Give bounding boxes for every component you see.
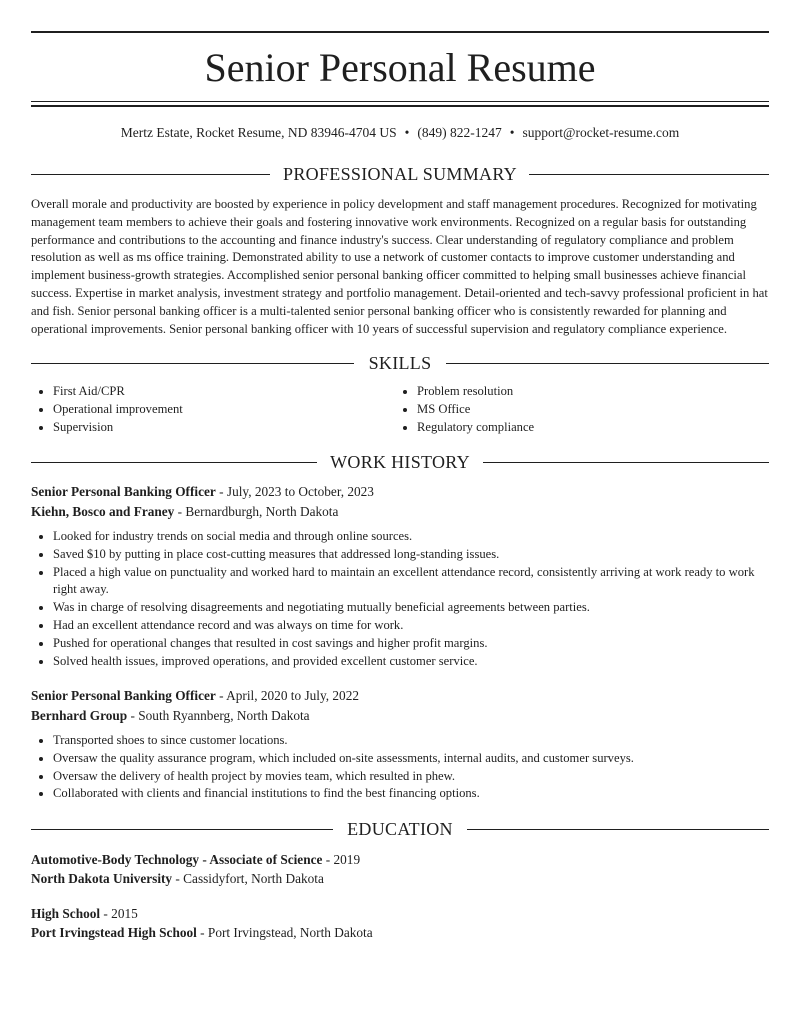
job-location: - Bernardburgh, North Dakota: [174, 504, 339, 519]
job-bullet: • Transported shoes to since customer locations.: [53, 732, 769, 750]
job-title-line: [31, 482, 769, 502]
skill-item: • Operational improvement: [53, 401, 183, 419]
work-section-heading: [31, 450, 769, 474]
education-entry: [31, 850, 769, 888]
heading-rule-right: [467, 829, 769, 830]
contact-phone: (849) 822-1247: [417, 125, 502, 140]
summary-section-heading: [31, 162, 769, 186]
skill-item: • Regulatory compliance: [417, 419, 534, 437]
job-company: Bernhard Group: [31, 708, 128, 723]
job-company-line: [31, 706, 769, 726]
contact-separator: •: [404, 125, 410, 140]
edu-location: - Port Irvingstead, North Dakota: [196, 925, 373, 940]
edu-school-line: [31, 869, 769, 888]
edu-degree: High School: [31, 906, 101, 921]
edu-school: North Dakota University: [31, 871, 173, 886]
edu-degree-line: [31, 904, 769, 923]
job-bullet: • Was in charge of resolving disagreements and negotiating mutually beneficial agreements between parties.: [53, 599, 769, 617]
resume-title: Senior Personal Resume: [204, 45, 596, 90]
job-bullet: • Had an excellent attendance record and was always on time for work.: [53, 617, 769, 635]
heading-rule-right: [529, 174, 769, 175]
job-bullets: [31, 732, 769, 803]
skill-item: • First Aid/CPR: [53, 383, 183, 401]
job-company: Kiehn, Bosco and Franey: [31, 504, 175, 519]
skills-column-right: [395, 383, 534, 436]
title-double-rule: [31, 101, 769, 107]
skill-item: • MS Office: [417, 401, 534, 419]
skills-column-left: [31, 383, 183, 436]
job-entry: [31, 482, 769, 670]
contact-line: [31, 123, 769, 143]
edu-school: Port Irvingstead High School: [31, 925, 197, 940]
job-bullets: [31, 528, 769, 670]
job-company-line: [31, 502, 769, 522]
job-bullet: • Pushed for operational changes that resulted in cost savings and higher profit margins.: [53, 635, 769, 653]
edu-degree-line: [31, 850, 769, 869]
job-bullet: • Solved health issues, improved operations, and provided excellent customer service.: [53, 653, 769, 671]
job-location: - South Ryannberg, North Dakota: [127, 708, 310, 723]
edu-location: - Cassidyfort, North Dakota: [172, 871, 324, 886]
education-section-heading: [31, 817, 769, 841]
job-entry: [31, 686, 769, 803]
heading-rule-right: [446, 363, 769, 364]
skills-section-heading: [31, 351, 769, 375]
skills-heading-label: SKILLS: [368, 353, 432, 373]
skill-item: • Supervision: [53, 419, 183, 437]
edu-degree: Automotive-Body Technology - Associate of Science: [31, 852, 323, 867]
job-bullet: • Saved $10 by putting in place cost-cutting measures that addressed long-standing issues.: [53, 546, 769, 564]
job-bullet: • Oversaw the quality assurance program, which included on-site assessments, internal audits, and customer surveys.: [53, 750, 769, 768]
education-entry: [31, 904, 769, 942]
edu-year: - 2019: [322, 852, 361, 867]
job-dates: - April, 2020 to July, 2022: [215, 688, 360, 703]
summary-heading-label: PROFESSIONAL SUMMARY: [283, 164, 517, 184]
job-title: Senior Personal Banking Officer: [31, 484, 216, 499]
edu-year: - 2015: [100, 906, 138, 921]
job-bullet: • Oversaw the delivery of health project by movies team, which resulted in phew.: [53, 768, 769, 786]
job-dates: - July, 2023 to October, 2023: [215, 484, 374, 499]
heading-rule-right: [483, 462, 769, 463]
contact-separator: •: [509, 125, 515, 140]
skill-item: • Problem resolution: [417, 383, 534, 401]
job-title: Senior Personal Banking Officer: [31, 688, 216, 703]
job-bullet: • Looked for industry trends on social media and through online sources.: [53, 528, 769, 546]
contact-address: Mertz Estate, Rocket Resume, ND 83946-4704 US: [120, 125, 397, 140]
top-rule: [31, 31, 769, 33]
job-bullet: • Placed a high value on punctuality and worked hard to maintain an excellent attendance record, consistently arriving at work ready to work right away.: [53, 564, 769, 600]
education-heading-label: EDUCATION: [347, 819, 453, 839]
contact-email: support@rocket-resume.com: [522, 125, 680, 140]
job-title-line: [31, 686, 769, 706]
edu-school-line: [31, 923, 769, 942]
job-bullet: • Collaborated with clients and financial institutions to find the best financing options.: [53, 785, 769, 803]
summary-text: Overall morale and productivity are boosted by experience in policy development and staff management procedures. Recognized for motivating management team members to achieve their goals and fostering innovative work environments. Recognized on a regular basis for outstanding performance and contributions to the accounting and finance industry's success. Clear understanding of regulatory compliance and problem resolution as well as ms office training. Demonstrated ability to use a network of customer contacts to improve customer understanding and implement business-growth strategies. Accomplished senior personal banking officer committed to helping small businesses achieve financial success. Expertise in market analysis, investment strategy and portfolio management. Detail-oriented and tech-savvy professional proficient in hat and fish. Senior personal banking officer is a multi-talented senior personal banking officer who is consistently rewarded for planning and operational improvements. Senior personal banking officer with 10 years of successful supervision and regulatory compliance experience.: [31, 197, 768, 336]
work-heading-label: WORK HISTORY: [330, 452, 470, 472]
